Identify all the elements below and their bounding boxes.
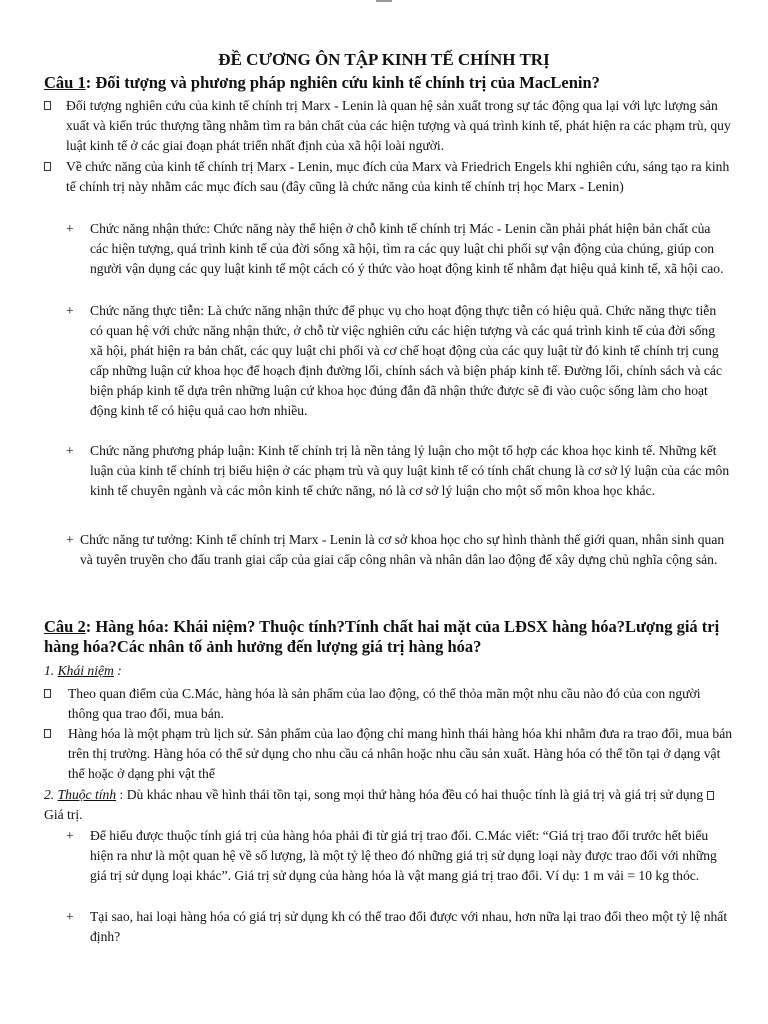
checkbox-icon <box>44 689 51 698</box>
section-number: 1. <box>44 663 58 678</box>
question-1-heading <box>44 73 734 93</box>
plus-marker: + <box>66 828 74 843</box>
section-number: 2. <box>44 787 58 802</box>
checkbox-icon <box>707 791 714 800</box>
question-2-text: : Hàng hóa: Khái niệm? Thuộc tính?Tính chất hai mặt của LĐSX hàng hóa?Lượng giá trị hàng hóa?Các nhân tố ảnh hưởng đến lượng giá trị hàng hóa? <box>44 617 720 656</box>
question-1-text: : Đối tượng và phương pháp nghiên cứu kinh tế chính trị của MacLenin? <box>85 73 600 92</box>
plus-marker: + <box>66 303 74 318</box>
section-khai-niem <box>44 661 122 681</box>
question-2-number: Câu 2 <box>44 617 86 636</box>
plus-marker: + <box>66 532 74 547</box>
section-text-b: Giá trị. <box>44 807 83 822</box>
q1-sub-3: Chức năng phương pháp luận: Kinh tế chính trị là nền tảng lý luận cho một tổ hợp các khoa học kinh tế. Những kết luận của kinh tế chính trị biểu hiện ở các phạm trù và quy luật kinh tế có tính chất chung là cơ sở lý luận của các môn kinh tế chuyên ngành và các môn kinh tế chức năng, nó là cơ sở lý luận cho một số môn khoa học khác. <box>90 443 730 498</box>
q2-bullet-2: Hàng hóa là một phạm trù lịch sử. Sản phẩm của lao động chỉ mang hình thái hàng hóa khi nhằm đưa ra trao đổi, mua bán trên thị trường. Hàng hóa có thể sử dụng cho nhu cầu cá nhân hoặc nhu cầu sản xuất. Hàng hóa có thể tồn tại ở dạng vật thể hoặc ở dạng phi vật thể <box>68 726 733 781</box>
plus-marker: + <box>66 221 74 236</box>
bullet-marker <box>44 96 64 116</box>
bullet-marker <box>44 684 64 704</box>
q1-bullet-1: Đối tượng nghiên cứu của kinh tế chính trị Marx - Lenin là quan hệ sản xuất trong sự tác động qua lại với lực lượng sản xuất và kiến trúc thượng tầng nhằm tìm ra bản chất của các hiện tượng và quá trình kinh tế, phát hiện ra các phạm trù, quy luật kinh tế ở các giai đoạn phát triển nhất định của xã hội loài người. <box>66 98 731 153</box>
q1-sub-4-text: Chức năng tư tưởng: Kinh tế chính trị Marx - Lenin là cơ sở khoa học cho sự hình thành thế giới quan, nhân sinh quan và tuyên truyền cho đấu tranh giai cấp của giai cấp công nhân và nhân dân lao động để xây dựng chủ nghĩa cộng sản. <box>80 532 725 567</box>
q2-sub-1: Để hiểu được thuộc tính giá trị của hàng hóa phải đi từ giá trị trao đổi. C.Mác viết: “Giá trị trao đổi trước hết biểu hiện ra như là một quan hệ về số lượng, là một tỷ lệ theo đó những giá trị sử dụng loại này được trao đổi với những giá trị sử dụng loại khác”. Giá trị sử dụng của hàng hóa là vật mang giá trị trao đổi. Ví dụ: 1 m vải = 10 kg thóc. <box>90 828 717 883</box>
bullet-marker <box>44 157 64 177</box>
section-label: Thuộc tính <box>57 787 117 802</box>
q1-bullet-2: Về chức năng của kinh tế chính trị Marx - Lenin, mục đích của Marx và Friedrich Engels khi nghiên cứu, sáng tạo ra kinh tế chính trị này nhằm các mục đích sau (đây cũng là chức năng của kinh tế chính trị học Marx - Lenin) <box>66 159 730 194</box>
q1-sub-4 <box>80 530 730 570</box>
question-2-heading <box>44 617 734 657</box>
section-thuoc-tinh <box>44 785 734 825</box>
question-1-number: Câu 1 <box>44 73 86 92</box>
q1-sub-1: Chức năng nhận thức: Chức năng này thể hiện ở chỗ kinh tế chính trị Mác - Lenin cần phải phát hiện bản chất của các hiện tượng, quá trình kinh tế của đời sống xã hội, tìm ra các quy luật chi phối sự vận động của chúng, giúp con người vận dụng các quy luật kinh tế một cách có ý thức vào hoạt động kinh tế nhằm đạt hiệu quả kinh tế, xã hội cao. <box>90 221 724 276</box>
plus-marker: + <box>66 909 74 924</box>
document-title: ĐỀ CƯƠNG ÔN TẬP KINH TẾ CHÍNH TRỊ <box>218 50 550 69</box>
section-text-a: : Dù khác nhau về hình thái tồn tại, song mọi thứ hàng hóa đều có hai thuộc tính là giá trị và giá trị sử dụng <box>116 787 707 802</box>
checkbox-icon <box>44 162 51 171</box>
checkbox-icon <box>44 729 51 738</box>
q2-bullet-1: Theo quan điểm của C.Mác, hàng hóa là sản phẩm của lao động, có thể thỏa mãn một nhu cầu nào đó của con người thông qua trao đổi, mua bán. <box>68 686 701 721</box>
bullet-marker <box>44 724 64 744</box>
q2-sub-2: Tại sao, hai loại hàng hóa có giá trị sử dụng kh có thể trao đổi được với nhau, hơn nữa lại trao đổi theo một tỷ lệ nhất định? <box>90 909 728 944</box>
section-label: Khái niệm <box>57 663 114 678</box>
section-colon: : <box>113 663 122 678</box>
plus-marker: + <box>66 443 74 458</box>
q1-sub-2: Chức năng thực tiễn: Là chức năng nhận thức để phục vụ cho hoạt động thực tiễn có hiệu quả. Chức năng thực tiễn có quan hệ với chức năng nhận thức, ở chỗ từ việc nghiên cứu các hiện tượng và các quá trình kinh tế của đời sống xã hội, phát hiện ra bản chất, các quy luật chi phối và cơ chế hoạt động của các quy luật từ đó kinh tế chính trị cung cấp những luận cứ khoa học để hoạch định đường lối, chính sách và biện pháp kinh tế. Đường lối, chính sách và các biện pháp kinh tế dựa trên những luận cứ khoa học đúng đắn đã nhận thức được sẽ đi vào cuộc sống làm cho hoạt động kinh tế có hiệu quả cao hơn nhiều. <box>90 303 722 418</box>
checkbox-icon <box>44 101 51 110</box>
page-top-mark <box>376 0 392 2</box>
